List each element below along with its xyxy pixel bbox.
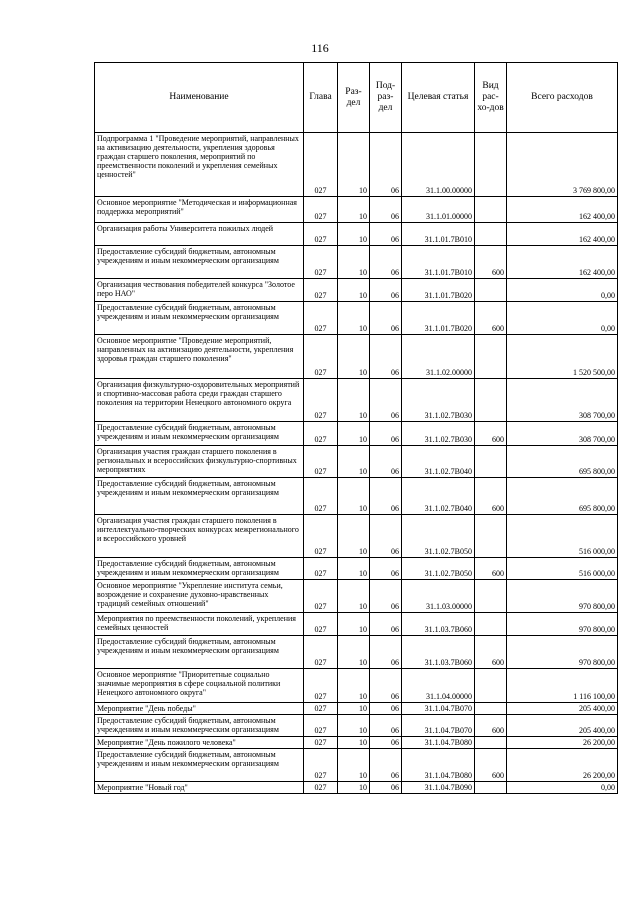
row-section: 10 xyxy=(338,197,370,223)
row-expense-type xyxy=(475,737,507,749)
row-subsection: 06 xyxy=(370,636,402,669)
row-target: 31.1.01.7В020 xyxy=(402,279,475,302)
row-total: 308 700,00 xyxy=(507,422,618,446)
row-name: Мероприятия по преемственности поколений, укрепления семейных ценностей xyxy=(95,613,304,636)
row-expense-type: 600 xyxy=(475,246,507,279)
row-total: 0,00 xyxy=(507,302,618,335)
row-total: 695 800,00 xyxy=(507,478,618,515)
row-target: 31.1.04.7В080 xyxy=(402,737,475,749)
row-chapter: 027 xyxy=(304,422,338,446)
row-target: 31.1.04.7В070 xyxy=(402,703,475,715)
table-row xyxy=(95,515,618,558)
row-name: Организация участия граждан старшего поколения в интеллектуально-творческих конкурсах межрегионального и всероссийского уровней xyxy=(95,515,304,558)
row-total: 26 200,00 xyxy=(507,737,618,749)
row-subsection: 06 xyxy=(370,558,402,580)
row-name: Предоставление субсидий бюджетным, автономным учреждениям и иным некоммерческим организациям xyxy=(95,749,304,782)
row-subsection: 06 xyxy=(370,335,402,379)
row-chapter: 027 xyxy=(304,302,338,335)
row-chapter: 027 xyxy=(304,197,338,223)
row-total: 0,00 xyxy=(507,782,618,794)
row-total: 695 800,00 xyxy=(507,446,618,478)
row-chapter: 027 xyxy=(304,636,338,669)
row-target: 31.1.04.7В090 xyxy=(402,782,475,794)
table-row xyxy=(95,737,618,749)
table-row xyxy=(95,279,618,302)
row-section: 10 xyxy=(338,580,370,613)
row-total: 970 800,00 xyxy=(507,580,618,613)
row-total: 516 000,00 xyxy=(507,515,618,558)
row-name: Предоставление субсидий бюджетным, автономным учреждениям и иным некоммерческим организациям xyxy=(95,422,304,446)
row-name: Предоставление субсидий бюджетным, автономным учреждениям и иным некоммерческим организациям xyxy=(95,558,304,580)
row-subsection: 06 xyxy=(370,580,402,613)
header-section: Раз-дел xyxy=(338,63,370,133)
row-total: 162 400,00 xyxy=(507,246,618,279)
row-section: 10 xyxy=(338,515,370,558)
row-expense-type: 600 xyxy=(475,636,507,669)
row-name: Основное мероприятие "Укрепление института семьи, возрождение и сохранение духовно-нравственных традиций семейных отношений" xyxy=(95,580,304,613)
row-chapter: 027 xyxy=(304,223,338,246)
table-row xyxy=(95,197,618,223)
row-chapter: 027 xyxy=(304,446,338,478)
table-row xyxy=(95,446,618,478)
table-row xyxy=(95,558,618,580)
row-name: Основное мероприятие "Методическая и информационная поддержка мероприятий" xyxy=(95,197,304,223)
row-section: 10 xyxy=(338,133,370,197)
row-subsection: 06 xyxy=(370,197,402,223)
row-chapter: 027 xyxy=(304,782,338,794)
row-name: Мероприятие "Новый год" xyxy=(95,782,304,794)
table-row xyxy=(95,715,618,737)
row-total: 26 200,00 xyxy=(507,749,618,782)
row-subsection: 06 xyxy=(370,782,402,794)
row-total: 1 116 100,00 xyxy=(507,669,618,703)
row-expense-type: 600 xyxy=(475,478,507,515)
row-target: 31.1.01.7В010 xyxy=(402,223,475,246)
row-expense-type: 600 xyxy=(475,422,507,446)
row-total: 516 000,00 xyxy=(507,558,618,580)
row-target: 31.1.01.00000 xyxy=(402,197,475,223)
row-section: 10 xyxy=(338,379,370,422)
row-expense-type xyxy=(475,580,507,613)
row-target: 31.1.02.7В050 xyxy=(402,515,475,558)
row-subsection: 06 xyxy=(370,279,402,302)
row-total: 3 769 800,00 xyxy=(507,133,618,197)
row-expense-type xyxy=(475,446,507,478)
table-row xyxy=(95,782,618,794)
row-target: 31.1.02.7В040 xyxy=(402,478,475,515)
row-target: 31.1.01.7В020 xyxy=(402,302,475,335)
row-target: 31.1.04.00000 xyxy=(402,669,475,703)
table-row xyxy=(95,302,618,335)
row-name: Предоставление субсидий бюджетным, автономным учреждениям и иным некоммерческим организациям xyxy=(95,302,304,335)
row-name: Организация участия граждан старшего поколения в региональных и всероссийских физкультурно-спортивных мероприятиях xyxy=(95,446,304,478)
row-chapter: 027 xyxy=(304,613,338,636)
row-section: 10 xyxy=(338,279,370,302)
row-section: 10 xyxy=(338,302,370,335)
row-expense-type xyxy=(475,782,507,794)
row-subsection: 06 xyxy=(370,703,402,715)
budget-table xyxy=(94,62,618,794)
page-number: 116 xyxy=(311,41,329,55)
table-row xyxy=(95,133,618,197)
table-row xyxy=(95,246,618,279)
row-expense-type xyxy=(475,133,507,197)
row-chapter: 027 xyxy=(304,335,338,379)
row-subsection: 06 xyxy=(370,749,402,782)
row-expense-type xyxy=(475,669,507,703)
table-row xyxy=(95,379,618,422)
header-row xyxy=(95,63,618,133)
row-expense-type xyxy=(475,279,507,302)
row-subsection: 06 xyxy=(370,515,402,558)
row-section: 10 xyxy=(338,703,370,715)
table-row xyxy=(95,749,618,782)
table-row xyxy=(95,669,618,703)
row-expense-type: 600 xyxy=(475,749,507,782)
row-section: 10 xyxy=(338,335,370,379)
row-section: 10 xyxy=(338,715,370,737)
row-section: 10 xyxy=(338,246,370,279)
row-subsection: 06 xyxy=(370,669,402,703)
row-chapter: 027 xyxy=(304,515,338,558)
table-row xyxy=(95,580,618,613)
row-expense-type: 600 xyxy=(475,302,507,335)
row-section: 10 xyxy=(338,223,370,246)
row-chapter: 027 xyxy=(304,246,338,279)
row-subsection: 06 xyxy=(370,737,402,749)
row-total: 1 520 500,00 xyxy=(507,335,618,379)
row-expense-type xyxy=(475,515,507,558)
row-subsection: 06 xyxy=(370,446,402,478)
row-subsection: 06 xyxy=(370,379,402,422)
row-subsection: 06 xyxy=(370,302,402,335)
row-section: 10 xyxy=(338,669,370,703)
table-row xyxy=(95,636,618,669)
row-total: 162 400,00 xyxy=(507,197,618,223)
table-row xyxy=(95,422,618,446)
row-chapter: 027 xyxy=(304,737,338,749)
row-target: 31.1.00.00000 xyxy=(402,133,475,197)
row-name: Предоставление субсидий бюджетным, автономным учреждениям и иным некоммерческим организациям xyxy=(95,246,304,279)
row-expense-type xyxy=(475,379,507,422)
row-chapter: 027 xyxy=(304,580,338,613)
row-section: 10 xyxy=(338,422,370,446)
table-row xyxy=(95,703,618,715)
row-expense-type: 600 xyxy=(475,558,507,580)
table-row xyxy=(95,613,618,636)
header-target: Целевая статья xyxy=(402,63,475,133)
row-target: 31.1.02.7В050 xyxy=(402,558,475,580)
row-target: 31.1.02.7В030 xyxy=(402,379,475,422)
row-target: 31.1.04.7В070 xyxy=(402,715,475,737)
header-subsection: Под-раз-дел xyxy=(370,63,402,133)
row-name: Мероприятие "День пожилого человека" xyxy=(95,737,304,749)
row-name: Предоставление субсидий бюджетным, автономным учреждениям и иным некоммерческим организациям xyxy=(95,715,304,737)
row-expense-type xyxy=(475,335,507,379)
row-chapter: 027 xyxy=(304,749,338,782)
row-name: Подпрограмма 1 "Проведение мероприятий, направленных на активизацию деятельности, укрепления здоровья граждан старшего поколения, мероприятий по преемственности поколений и укрепления семейных ценностей" xyxy=(95,133,304,197)
row-chapter: 027 xyxy=(304,133,338,197)
table-row xyxy=(95,335,618,379)
row-total: 970 800,00 xyxy=(507,636,618,669)
row-total: 308 700,00 xyxy=(507,379,618,422)
row-chapter: 027 xyxy=(304,558,338,580)
row-target: 31.1.02.7В030 xyxy=(402,422,475,446)
row-name: Организация работы Университета пожилых людей xyxy=(95,223,304,246)
row-total: 970 800,00 xyxy=(507,613,618,636)
row-expense-type xyxy=(475,223,507,246)
row-subsection: 06 xyxy=(370,133,402,197)
row-name: Организация чествования победителей конкурса "Золотое перо НАО" xyxy=(95,279,304,302)
header-total: Всего расходов xyxy=(507,63,618,133)
row-subsection: 06 xyxy=(370,246,402,279)
row-name: Мероприятие "День победы" xyxy=(95,703,304,715)
row-target: 31.1.02.7В040 xyxy=(402,446,475,478)
row-section: 10 xyxy=(338,782,370,794)
row-name: Организация физкультурно-оздоровительных мероприятий и спортивно-массовая работа среди граждан старшего поколения на территории Ненецкого автономного округа xyxy=(95,379,304,422)
row-target: 31.1.04.7В080 xyxy=(402,749,475,782)
row-section: 10 xyxy=(338,478,370,515)
row-section: 10 xyxy=(338,749,370,782)
row-name: Основное мероприятие "Проведение мероприятий, направленных на активизацию деятельности, укрепления здоровья граждан старшего поколения" xyxy=(95,335,304,379)
row-name: Основное мероприятие "Приоритетные социально значимые мероприятия в сфере социальной политики Ненецкого автономного округа" xyxy=(95,669,304,703)
row-chapter: 027 xyxy=(304,379,338,422)
row-chapter: 027 xyxy=(304,279,338,302)
row-chapter: 027 xyxy=(304,478,338,515)
row-target: 31.1.03.00000 xyxy=(402,580,475,613)
row-name: Предоставление субсидий бюджетным, автономным учреждениям и иным некоммерческим организациям xyxy=(95,636,304,669)
row-chapter: 027 xyxy=(304,669,338,703)
row-target: 31.1.03.7В060 xyxy=(402,636,475,669)
row-name: Предоставление субсидий бюджетным, автономным учреждениям и иным некоммерческим организациям xyxy=(95,478,304,515)
row-total: 205 400,00 xyxy=(507,703,618,715)
row-subsection: 06 xyxy=(370,613,402,636)
row-expense-type xyxy=(475,613,507,636)
row-subsection: 06 xyxy=(370,715,402,737)
header-expense-type: Вид рас-хо-дов xyxy=(475,63,507,133)
row-section: 10 xyxy=(338,558,370,580)
table-row xyxy=(95,478,618,515)
header-chapter: Глава xyxy=(304,63,338,133)
row-subsection: 06 xyxy=(370,223,402,246)
row-total: 162 400,00 xyxy=(507,223,618,246)
row-chapter: 027 xyxy=(304,715,338,737)
row-target: 31.1.02.00000 xyxy=(402,335,475,379)
row-target: 31.1.03.7В060 xyxy=(402,613,475,636)
row-total: 0,00 xyxy=(507,279,618,302)
row-section: 10 xyxy=(338,737,370,749)
row-subsection: 06 xyxy=(370,478,402,515)
row-target: 31.1.01.7В010 xyxy=(402,246,475,279)
row-chapter: 027 xyxy=(304,703,338,715)
row-total: 205 400,00 xyxy=(507,715,618,737)
row-subsection: 06 xyxy=(370,422,402,446)
table-row xyxy=(95,223,618,246)
row-section: 10 xyxy=(338,446,370,478)
row-section: 10 xyxy=(338,636,370,669)
header-name: Наименование xyxy=(95,63,304,133)
row-expense-type: 600 xyxy=(475,715,507,737)
row-expense-type xyxy=(475,197,507,223)
row-expense-type xyxy=(475,703,507,715)
row-section: 10 xyxy=(338,613,370,636)
